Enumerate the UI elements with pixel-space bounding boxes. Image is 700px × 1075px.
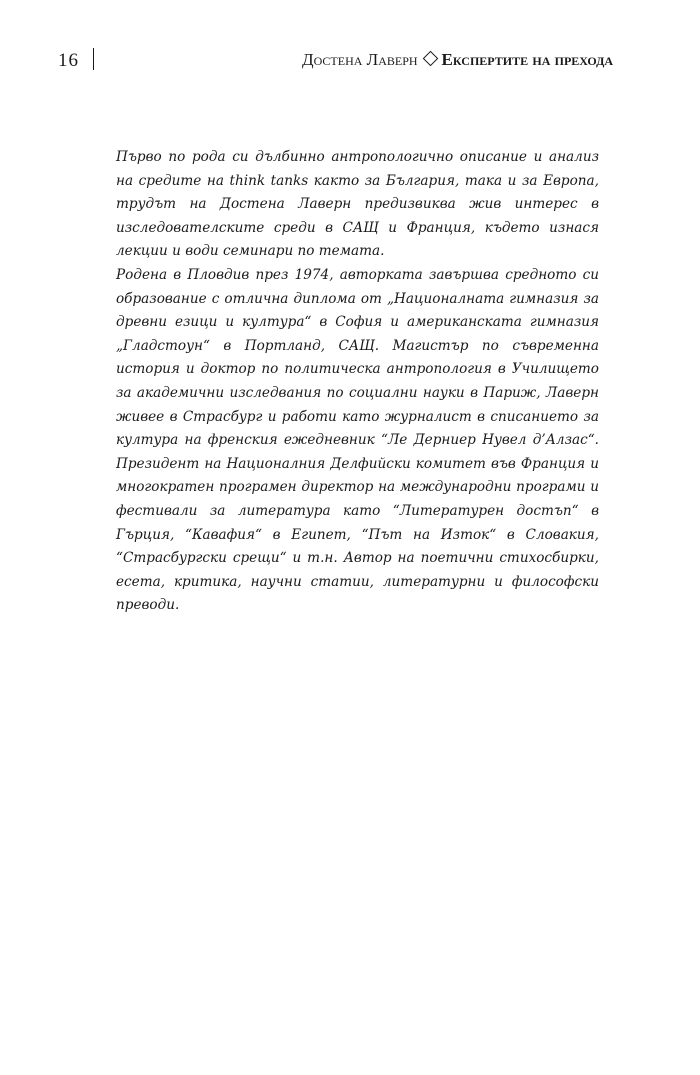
header-author: Достена Лаверн bbox=[302, 50, 418, 69]
running-head bbox=[302, 50, 613, 70]
bio-paragraph-2: Родена в Пловдив през 1974, авторката завършва средното си образование с отлична диплома от „Националната гимназия за древни езици и култура“ в София и американската гимназия „Гладстоун“ в Портланд, САЩ. Магистър по съвременна история и доктор по политическа антропология в Училището за академични изследвания по социални науки в Париж, Лаверн живее в Страсбург и работи като журналист в списанието за култура на френския ежедневник “Ле Дерниер Нувел д’Алзас“. Президент на Националния Делфийски комитет във Франция и многократен програмен директор на международни програми и фестивали за литература като “Литературен достъп“ в Гърция, “Кавафия“ в Египет, “Път на Изток“ в Словакия, “Страсбургски срещи“ и т.н. Автор на поетични стихосбирки, есета, критика, научни статии, литературни и философски преводи. bbox=[116, 266, 599, 614]
diamond-ornament-icon bbox=[422, 51, 438, 67]
running-header bbox=[58, 46, 613, 72]
header-divider bbox=[93, 48, 94, 70]
page-number: 16 bbox=[58, 50, 79, 71]
author-bio bbox=[116, 146, 599, 618]
header-book-title: Експертите на прехода bbox=[441, 50, 613, 69]
bio-paragraph-1: Първо по рода си дълбинно антропологично описание и анализ на средите на think tanks както за България, така и за Европа, трудът на Достена Лаверн предизвиква жив интерес в изследователските среди в САЩ и Франция, където изнася лекции и води семинари по темата. bbox=[116, 149, 599, 260]
